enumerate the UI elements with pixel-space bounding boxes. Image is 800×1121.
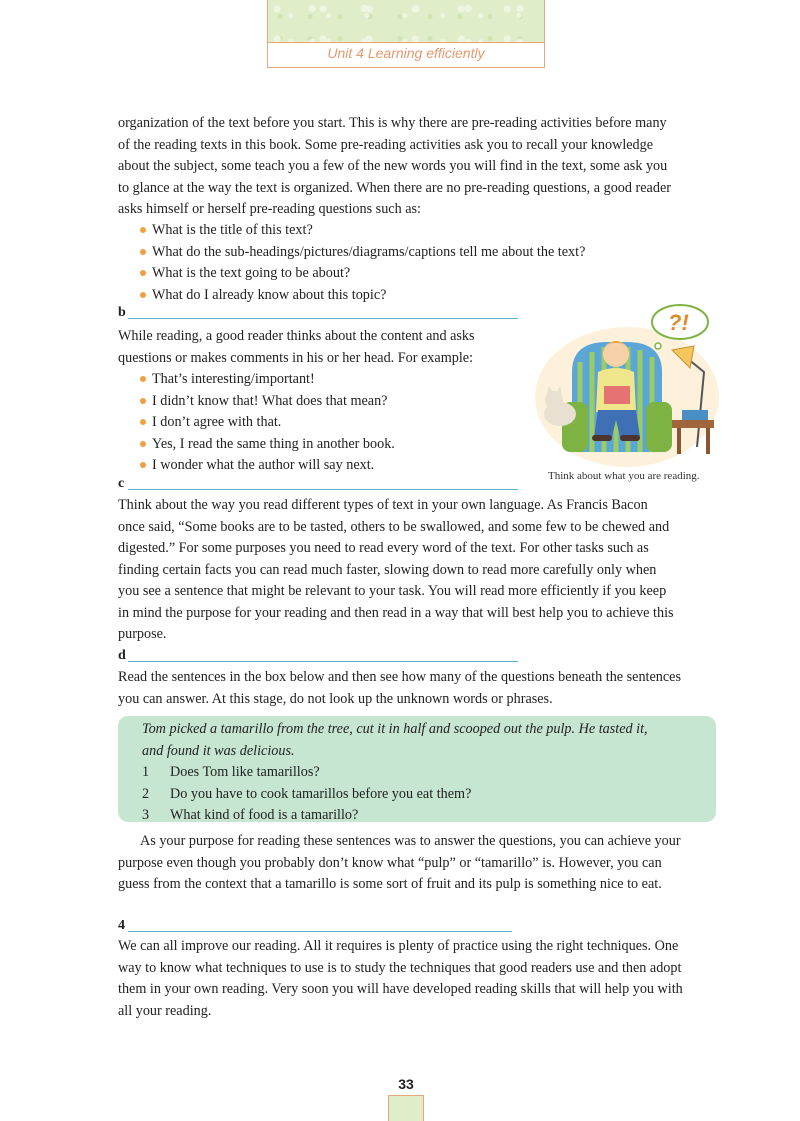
text-line: to glance at the way the text is organized. When there are no pre-reading questions, a good reader bbox=[118, 179, 671, 196]
bullet-icon bbox=[140, 419, 146, 425]
section-c-answer-line bbox=[128, 489, 518, 490]
bullet-icon bbox=[140, 376, 146, 382]
list-item: I didn’t know that! What does that mean? bbox=[140, 391, 520, 413]
text-line: Think about the way you read different types of text in your own language. As Francis Bacon bbox=[118, 497, 648, 513]
text-line: about the subject, some teach you a few of the new words you will find in the text, some ask you bbox=[118, 158, 668, 174]
text-line: digested.” For some purposes you need to read every word of the text. For other tasks such as bbox=[118, 540, 649, 556]
bullet-icon bbox=[140, 227, 146, 233]
list-item: 1 Does Tom like tamarillos? bbox=[142, 764, 320, 780]
example-sentence: Tom picked a tamarillo from the tree, cut it in half and scooped out the pulp. He tasted it, and found it was delicious. bbox=[142, 721, 648, 759]
list-item: 3 What kind of food is a tamarillo? bbox=[142, 807, 359, 823]
list-item: What is the text going to be about? bbox=[140, 263, 700, 285]
text-line: way to know what techniques to use is to study the techniques that good readers use and then adopt bbox=[118, 959, 682, 976]
unit-title: Unit 4 Learning efficiently bbox=[327, 45, 485, 61]
list-item: I don’t agree with that. bbox=[140, 412, 520, 434]
text-line: once said, “Some books are to be tasted, others to be swallowed, and some few to be chewed and bbox=[118, 518, 670, 535]
section-c-label: c bbox=[118, 476, 125, 491]
book-icon bbox=[604, 386, 630, 404]
text-line: We can all improve our reading. All it requires is plenty of practice using the right techniques. One bbox=[118, 938, 679, 954]
list-item: 2 Do you have to cook tamarillos before you eat them? bbox=[142, 785, 472, 802]
reader-illustration bbox=[532, 302, 722, 467]
person-icon bbox=[603, 341, 629, 367]
text-line: you can answer. At this stage, do not look up the unknown words or phrases. bbox=[118, 690, 553, 707]
text-line: purpose. bbox=[118, 626, 167, 642]
svg-text:?!: ?! bbox=[668, 310, 689, 335]
example-box bbox=[118, 716, 716, 822]
bullet-icon bbox=[140, 441, 146, 447]
text-line: As your purpose for reading these sentences was to answer the questions, you can achieve your bbox=[140, 833, 681, 849]
text-line: asks himself or herself pre-reading questions such as: bbox=[118, 201, 421, 217]
text-line: Read the sentences in the box below and then see how many of the questions beneath the sentences bbox=[118, 669, 681, 685]
bullet-icon bbox=[140, 270, 146, 276]
bullet-icon bbox=[140, 398, 146, 404]
list-item: That’s interesting/important! bbox=[140, 369, 520, 391]
text-line: purpose even though you probably don’t know what “pulp” or “tamarillo” is. However, you can bbox=[118, 854, 662, 871]
text-line: organization of the text before you start. This is why there are pre-reading activities before many bbox=[118, 115, 667, 131]
text-line: all your reading. bbox=[118, 1002, 212, 1019]
question-list bbox=[142, 762, 702, 827]
text-line: questions or makes comments in his or her head. For example: bbox=[118, 349, 474, 366]
text-line: guess from the context that a tamarillo is some sort of fruit and its pulp is something nice to eat. bbox=[118, 876, 662, 892]
section-d-conclusion bbox=[118, 831, 716, 896]
reading-comments-list bbox=[140, 369, 520, 477]
illustration-caption: Think about what you are reading. bbox=[548, 470, 700, 482]
section-b-label: b bbox=[118, 305, 126, 320]
intro-paragraph bbox=[118, 113, 716, 221]
bullet-icon bbox=[140, 462, 146, 468]
section-c-paragraph bbox=[118, 495, 716, 646]
section-d-answer-line bbox=[128, 661, 518, 662]
bullet-icon bbox=[140, 249, 146, 255]
page-number: 33 bbox=[388, 1072, 424, 1096]
header-decoration bbox=[268, 0, 544, 43]
text-line: you see a sentence that might be relevant to your task. You will read more efficiently if you keep bbox=[118, 583, 667, 599]
unit-header bbox=[267, 0, 545, 68]
text-line: While reading, a good reader thinks about the content and asks bbox=[118, 328, 475, 344]
section-d-label: d bbox=[118, 648, 126, 663]
text-line: them in your own reading. Very soon you will have developed reading skills that will help you with bbox=[118, 981, 683, 997]
section-d-paragraph bbox=[118, 667, 716, 710]
section-4-answer-line bbox=[128, 931, 512, 932]
section-b-paragraph bbox=[118, 326, 528, 369]
section-b-answer-line bbox=[128, 318, 518, 319]
section-4-label: 4 bbox=[118, 918, 125, 933]
pre-reading-questions bbox=[140, 220, 700, 306]
text-line: in mind the purpose for your reading and then read in a way that will best help you to achieve this bbox=[118, 604, 674, 621]
list-item: What is the title of this text? bbox=[140, 220, 700, 242]
list-item: What do I already know about this topic? bbox=[140, 285, 700, 307]
list-item: What do the sub-headings/pictures/diagrams/captions tell me about the text? bbox=[140, 242, 700, 264]
list-item: I wonder what the author will say next. bbox=[140, 455, 520, 477]
text-line: finding certain facts you can read much faster, slowing down to read more carefully only when bbox=[118, 561, 657, 578]
section-4-paragraph bbox=[118, 936, 716, 1022]
bullet-icon bbox=[140, 292, 146, 298]
list-item: Yes, I read the same thing in another book. bbox=[140, 434, 520, 456]
text-line: of the reading texts in this book. Some pre-reading activities ask you to recall your knowledge bbox=[118, 136, 654, 153]
